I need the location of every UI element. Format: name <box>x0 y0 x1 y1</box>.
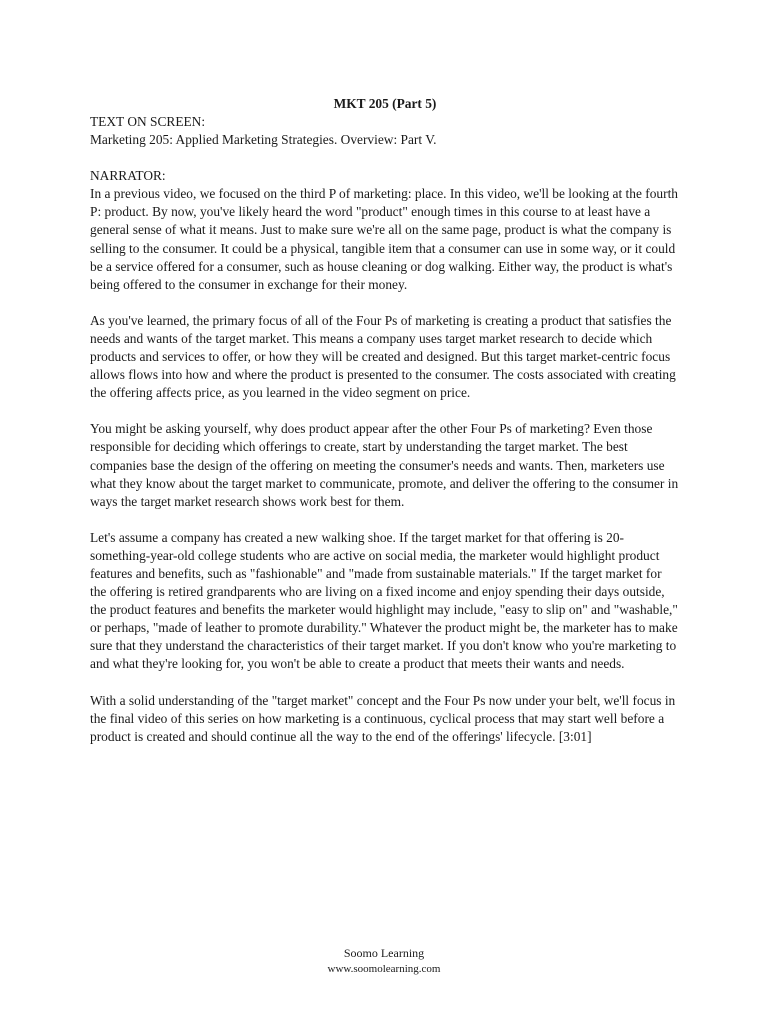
paragraph-4: Let's assume a company has created a new walking shoe. If the target market for that offering is 20-something-year-old college students who are active on social media, the marketer would highlight product features and benefits, such as "fashionable" and "made from sustainable materials." If the target market for the offering is retired grandparents who are living on a fixed income and enjoy spending their days outside, the product features and benefits the marketer would highlight may include, "easy to slip on" and "washable," or perhaps, "made of leather to promote durability." Whatever the product might be, the marketer has to make sure that they understand the characteristics of their target market. If you don't know who you're marketing to and what they're looking for, you won't be able to create a product that meets their wants and needs. <box>90 529 678 672</box>
narrator-label: NARRATOR: <box>90 168 166 184</box>
paragraph-3: You might be asking yourself, why does product appear after the other Four Ps of marketing? Even those responsible for deciding which offerings to create, start by understanding the target market. The best companies base the design of the offering on meeting the consumer's needs and wants. Then, marketers use what they know about the target market to communicate, promote, and deliver the offering to the consumer in ways the target market research shows work best for them. <box>90 421 679 509</box>
paragraph-2: As you've learned, the primary focus of all of the Four Ps of marketing is creating a product that satisfies the needs and wants of the target market. This means a company uses target market research to decide which products and services to offer, or how they will be created and designed. But this target market-centric focus allows flows into how and where the product is presented to the consumer. The costs associated with creating the offering affects price, as you learned in the video segment on price. <box>90 312 676 401</box>
narrator-block <box>90 167 680 185</box>
footer-url: www.soomolearning.com <box>327 963 441 975</box>
screen-text-block <box>90 113 680 149</box>
page-footer <box>0 945 768 977</box>
screen-text-label: TEXT ON SCREEN: <box>90 114 206 129</box>
footer-org: Soomo Learning <box>343 946 425 960</box>
paragraph-5: With a solid understanding of the "target market" concept and the Four Ps now under your belt, we'll focus in the final video of this series on how marketing is a continuous, cyclical process that may start well before a product is created and should continue all the way to the end of the offerings' lifecycle. [3:01] <box>90 692 676 744</box>
paragraph-1: In a previous video, we focused on the third P of marketing: place. In this video, we'll be looking at the fourth P: product. By now, you've likely heard the word "product" enough times in this course to at least have a general sense of what it means. Just to make sure we're all on the same page, product is what the company is selling to the consumer. It could be a physical, tangible item that a consumer can use in some way, or it could be a service offered for a consumer, such as house cleaning or dog walking. Either way, the product is what's being offered to the consumer in exchange for their money. <box>90 186 678 292</box>
screen-text-content: Marketing 205: Applied Marketing Strategies. Overview: Part V. <box>90 132 437 148</box>
document-page <box>90 95 680 764</box>
document-title: MKT 205 (Part 5) <box>333 96 437 111</box>
